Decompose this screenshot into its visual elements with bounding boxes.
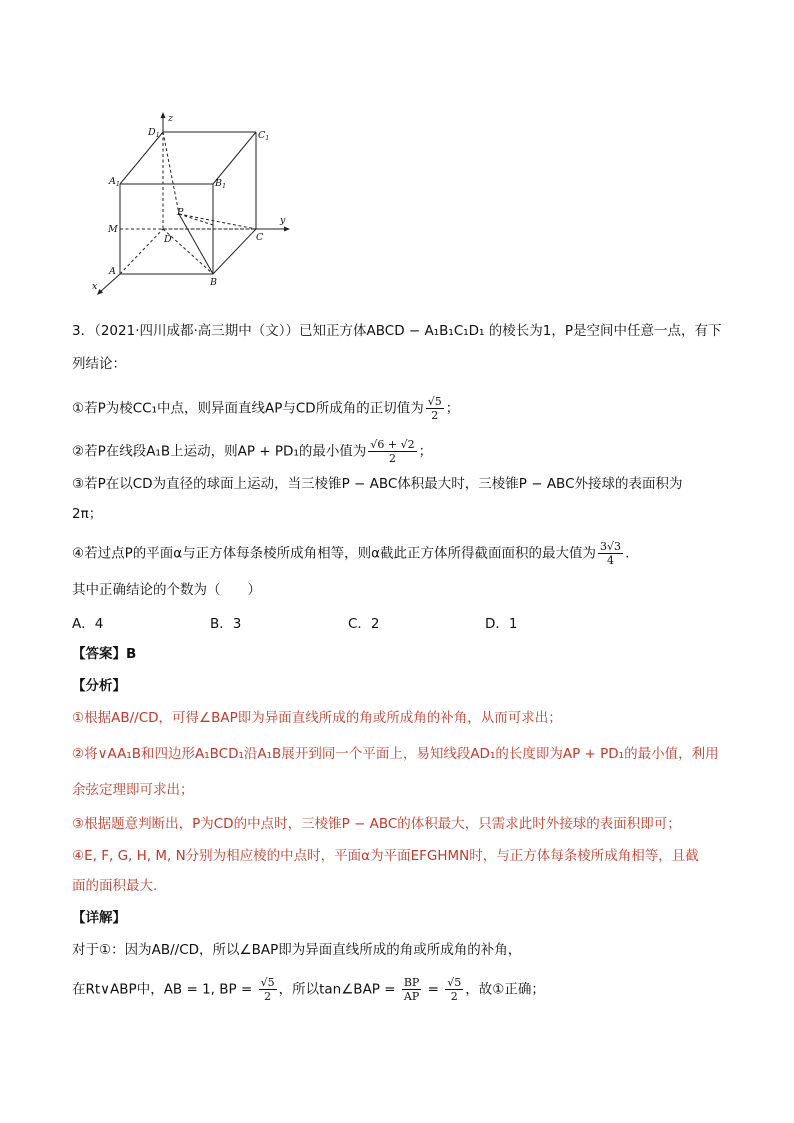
detail-1: 对于①：因为AB//CD，所以∠BAP即为异面直线所成的角或所成角的补角， — [72, 942, 522, 958]
conclusion-2-fraction: $\frac{√6 + √2}{2}$ — [370, 438, 415, 465]
vertex-c-label: C — [256, 232, 264, 243]
conclusion-4: ④若过点P的平面α与正方体每条棱所成角相等，则α截此正方体所得截面面积的最大值为 $\frac{3√3}{4}$ . — [72, 540, 630, 567]
vertex-a1-label: $A_1$ — [109, 176, 121, 188]
detail-2-fraction-ratio: $\frac{BP}{AP}$ — [403, 976, 420, 1003]
option-b: B．3 — [210, 616, 242, 632]
cube-figure — [88, 108, 298, 300]
question-stem-line2: 列结论： — [72, 356, 126, 372]
conclusion-1-text: ①若P为棱CC₁中点，则异面直线AP与CD所成角的正切值为 — [72, 400, 424, 417]
analysis-3: ③根据题意判断出，P为CD的中点时，三棱锥P − ABC的体积最大，只需求此时外接球的表面积即可； — [72, 816, 681, 832]
option-d: D．1 — [485, 616, 518, 632]
conclusion-4-text: ④若过点P的平面α与正方体每条棱所成角相等，则α截此正方体所得截面面积的最大值为 — [72, 545, 597, 562]
vertex-c1-label: $C_1$ — [258, 130, 270, 142]
answer-label: 【答案】B — [72, 646, 137, 662]
detail-label: 【详解】 — [72, 910, 126, 926]
analysis-4-line1: ④E, F, G, H, M, N分别为相应棱的中点时，平面α为平面EFGHMN时，与正方体每条棱所成角相等，且截 — [72, 848, 699, 864]
conclusion-3-line1: ③若P在以CD为直径的球面上运动，当三棱锥P − ABC体积最大时，三棱锥P − ABC外接球的表面积为 — [72, 476, 683, 492]
axis-y-label: y — [280, 215, 286, 226]
conclusion-2-text: ②若P在线段A₁B上运动，则AP + PD₁的最小值为 — [72, 443, 367, 460]
analysis-1: ①根据AB//CD，可得∠BAP即为异面直线所成的角或所成角的补角，从而可求出； — [72, 710, 562, 726]
point-p-label: P — [177, 207, 184, 218]
conclusion-4-fraction: $\frac{3√3}{4}$ — [600, 540, 622, 567]
vertex-d1-label: $D_1$ — [148, 127, 160, 139]
question-ask: 其中正确结论的个数为（ ） — [72, 582, 261, 598]
cube-diagram — [88, 108, 298, 300]
vertex-b1-label: $B_1$ — [215, 178, 227, 190]
detail-2: 在Rt∨ABP中，AB = 1, BP = $\frac{√5}{2}$ ，所以tan∠BAP = $\frac{BP}{AP}$ = $\frac{√5}{2}$ ，故①正确； — [72, 976, 545, 1003]
detail-2-fraction-value: $\frac{√5}{2}$ — [447, 976, 462, 1003]
analysis-2-line2: 余弦定理即可求出； — [72, 782, 194, 798]
axis-z-label: z — [168, 113, 174, 124]
point-m-label: M — [108, 224, 118, 235]
question-stem-line1: 3．（2021·四川成都·高三期中（文））已知正方体ABCD − A₁B₁C₁D₁ 的棱长为1，P是空间中任意一点，有下 — [72, 323, 722, 339]
conclusion-1: ①若P为棱CC₁中点，则异面直线AP与CD所成角的正切值为 $\frac{√5}{2}$ ； — [72, 395, 460, 422]
analysis-label: 【分析】 — [72, 678, 126, 694]
option-a: A．4 — [72, 616, 104, 632]
analysis-2-line1: ②将∨AA₁B和四边形A₁BCD₁沿A₁B展开到同一个平面上，易知线段AD₁的长度即为AP + PD₁的最小值，利用 — [72, 746, 719, 762]
vertex-a-label: A — [109, 266, 116, 277]
conclusion-3-line2: 2π； — [72, 506, 103, 522]
conclusion-2: ②若P在线段A₁B上运动，则AP + PD₁的最小值为 $\frac{√6 + √2}{2}$ ； — [72, 438, 433, 465]
detail-2-fraction-bp: $\frac{√5}{2}$ — [260, 976, 275, 1003]
axis-x-label: x — [92, 281, 98, 292]
conclusion-1-fraction: $\frac{√5}{2}$ — [427, 395, 442, 422]
vertex-b-label: B — [210, 277, 217, 288]
analysis-4-line2: 面的面积最大. — [72, 878, 158, 894]
option-c: C．2 — [348, 616, 380, 632]
vertex-d-label: D — [164, 234, 172, 245]
